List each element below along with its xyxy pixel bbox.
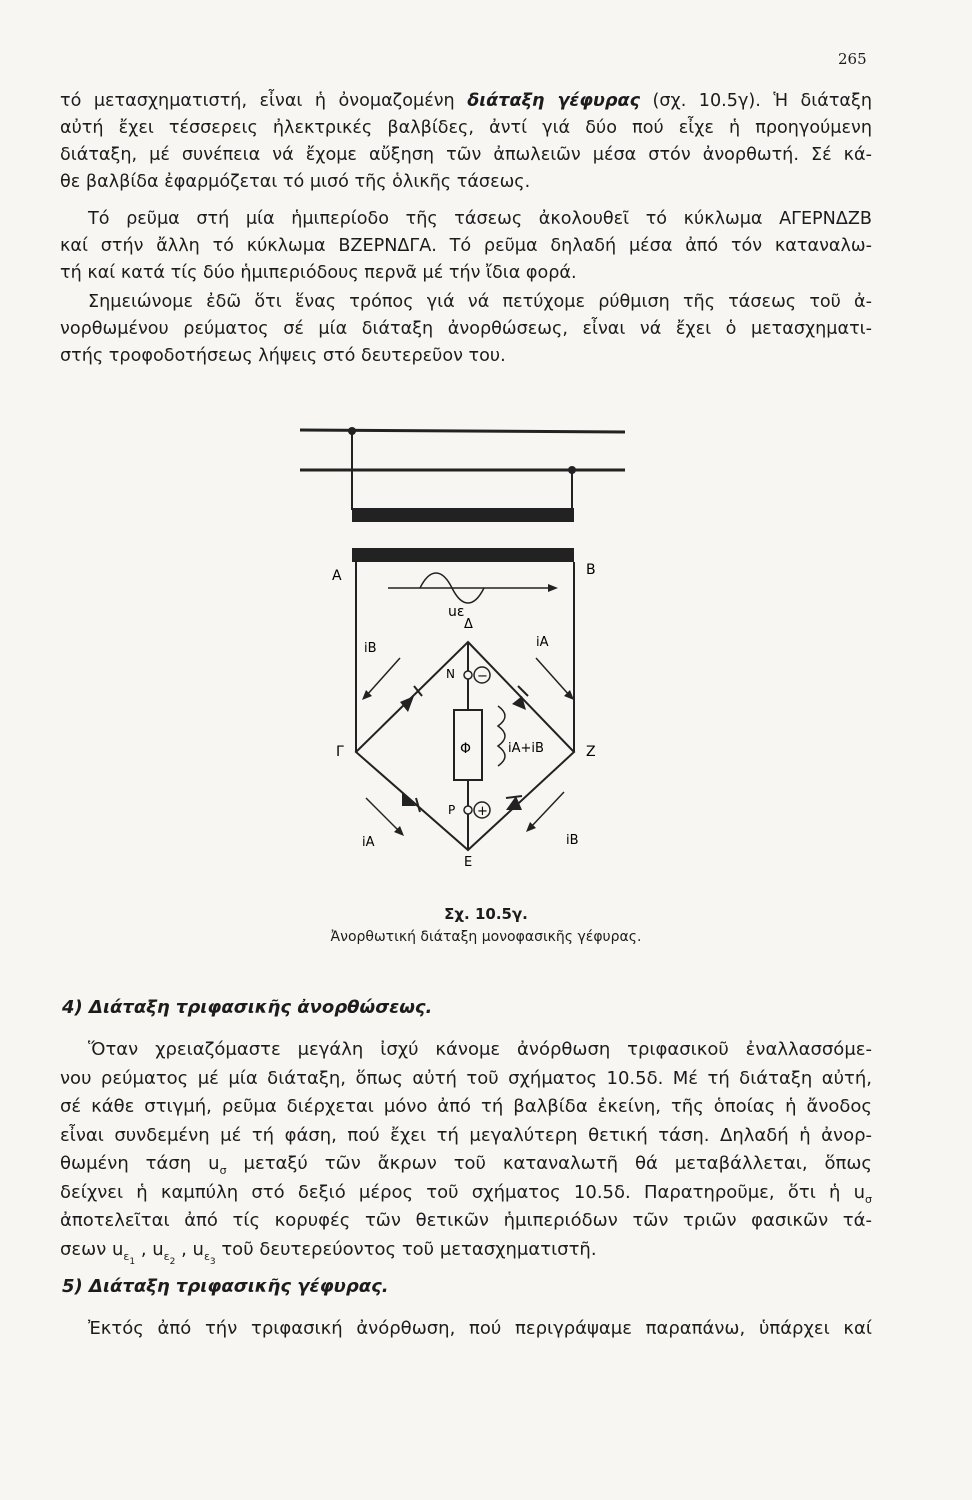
text-span: τοῦ δευτερεύοντος τοῦ μετασχηματιστῆ. [215,1238,597,1260]
terminal-label-N: Ν [446,667,455,681]
node-label-B: Β [586,562,596,578]
arrowhead [548,584,558,592]
current-label-iB: iB [566,833,579,848]
subscript: 2 [169,1256,176,1264]
text-line: Ὅταν χρειαζόμαστε μεγάλη ἰσχύ κάνομε ἀνόρθωση τριφασικοῦ ἐναλλασσόμε- [88,1039,872,1060]
subscript: ε [203,1249,210,1263]
current-arrow-iB-right [526,792,564,832]
text-line [60,88,872,115]
text-span: τό μετασχηματιστή, εἶναι ἡ ὀνομαζομένη [60,91,468,111]
text-line: νορθωμένου ρεύματος σέ μία διάταξη ἀνορθώσεως, εἶναι νά ἔχει ὁ μετασχηματι- [60,319,872,339]
emphasis-term: διάταξη γέφυρας [467,91,641,111]
paragraph-3 [60,289,872,370]
text-line: Σημειώνομε ἐδῶ ὅτι ἕνας τρόπος γιά νά πετύχομε ρύθμιση τῆς τάσεως τοῦ ἀ- [88,292,872,312]
text-line: ἀποτελεῖται ἀπό τίς κορυφές τῶν θετικῶν ἡμιπεριόδων τῶν τριῶν φασικῶν τά- [60,1210,872,1231]
current-label-iA: iA [362,835,375,850]
paragraph-1 [60,88,872,196]
text-line: καί στήν ἄλλη τό κύκλωμα ΒΖΕΡΝΔΓΑ. Τό ρεῦμα δηλαδή μέσα ἀπό τόν καταναλω- [60,236,872,256]
terminal-P [464,806,472,814]
text-line: θε βαλβίδα ἐφαρμόζεται τό μισό τῆς ὁλικῆς τάσεως. [60,172,531,192]
text-line [60,1150,872,1179]
text-span: , u [135,1238,164,1260]
subscript: ε [163,1249,170,1263]
node-label-A: Α [332,568,342,584]
text-line: σέ κάθε στιγμή, ρεῦμα διέρχεται μόνο ἀπό τή βαλβίδα ἐκείνη, τῆς ὁποίας ἡ ἄνοδος [60,1096,872,1117]
subscript: 3 [209,1256,216,1264]
node-label-Gamma: Γ [336,744,344,760]
subscript: 1 [129,1256,136,1264]
subscript: σ [865,1192,872,1206]
text-span: θωμένη τάση u [60,1153,220,1174]
current-arrow-iA-left [366,798,404,836]
voltage-label-ue: uε [448,604,465,620]
text-line: διάταξη, μέ συνέπεια νά ἔχομε αὔξηση τῶν ἀπωλειῶν μέσα στόν ἀνορθωτή. Σέ κά- [60,145,872,165]
figure-number: Σχ. 10.5γ. [444,905,528,923]
section-heading-5: 5) Διάταξη τριφασικῆς γέφυρας. [62,1276,389,1297]
section-heading-4: 4) Διάταξη τριφασικῆς ἀνορθώσεως. [62,997,433,1018]
page-number: 265 [838,50,867,68]
text-line: αὐτή ἔχει τέσσερεις ἠλεκτρικές βαλβίδες, ἀντί γιά δύο πού εἶχε ἡ προηγούμενη [60,118,872,138]
text-line: εἶναι συνδεμένη μέ τή φάση, πού ἔχει τή μεγαλύτερη θετική τάση. Δηλαδή ἡ ἀνορ- [60,1124,872,1146]
text-line: Ἐκτός ἀπό τήν τριφασική ἀνόρθωση, πού περιγράψαμε παραπάνω, ὑπάρχει καί [88,1318,872,1339]
current-label-sum: iA+iB [508,741,544,756]
transformer-secondary [352,548,574,562]
load-current-loop [498,706,505,766]
section-4-body [60,1036,872,1264]
text-span: μεταξύ τῶν ἄκρων τοῦ καταναλωτῆ θά μεταβάλλεται, ὅπως [226,1153,872,1174]
text-line [60,1179,872,1208]
node-label-Delta: Δ [464,617,473,632]
diode-icon [402,792,420,812]
text-line: Τό ρεῦμα στή μία ἡμιπερίοδο τῆς τάσεως ἀκολουθεῖ τό κύκλωμα ΑΓΕΡΝΔΖΒ [88,209,872,229]
text-line: νου ρεύματος μέ μία διάταξη, ὅπως αὐτή τοῦ σχήματος 10.5δ. Μέ τή διάταξη αὐτή, [60,1067,872,1089]
text-span: δείχνει ἡ καμπύλη στό δεξιό μέρος τοῦ σχήματος 10.5δ. Παρατηροῦμε, ὅτι ἡ u [60,1181,866,1203]
plus-sign: + [477,804,488,819]
bridge-rectifier-diagram [290,420,630,880]
node-label-Z: Ζ [586,744,596,760]
text-line: τή καί κατά τίς δύο ἡμιπεριόδους περνᾶ μέ τήν ἴδια φορά. [60,263,577,283]
current-label-iB: iB [364,641,377,656]
current-label-iA: iA [536,635,549,650]
section-5-body [60,1315,872,1344]
terminal-N [464,671,472,679]
text-span: , u [175,1238,204,1260]
text-span: σεων u [60,1238,124,1260]
minus-sign: − [477,669,488,684]
figure-caption: Ἀνορθωτική διάταξη μονοφασικῆς γέφυρας. [330,929,642,945]
current-arrow-iA-right [536,658,574,700]
text-line: στής τροφοδοτήσεως λήψεις στό δευτερεῦον του. [60,346,506,366]
subscript: ε [123,1249,130,1263]
terminal-label-P: Ρ [448,803,456,817]
load-label-phi: Φ [460,741,472,757]
transformer-primary [352,508,574,522]
current-arrow-iB-left [362,658,400,700]
paragraph-2 [60,206,872,287]
node-label-E: Ε [464,855,473,870]
text-line [60,1236,872,1265]
subscript: σ [219,1164,227,1177]
text-span: (σχ. 10.5γ). Ἡ διάταξη [640,91,872,111]
